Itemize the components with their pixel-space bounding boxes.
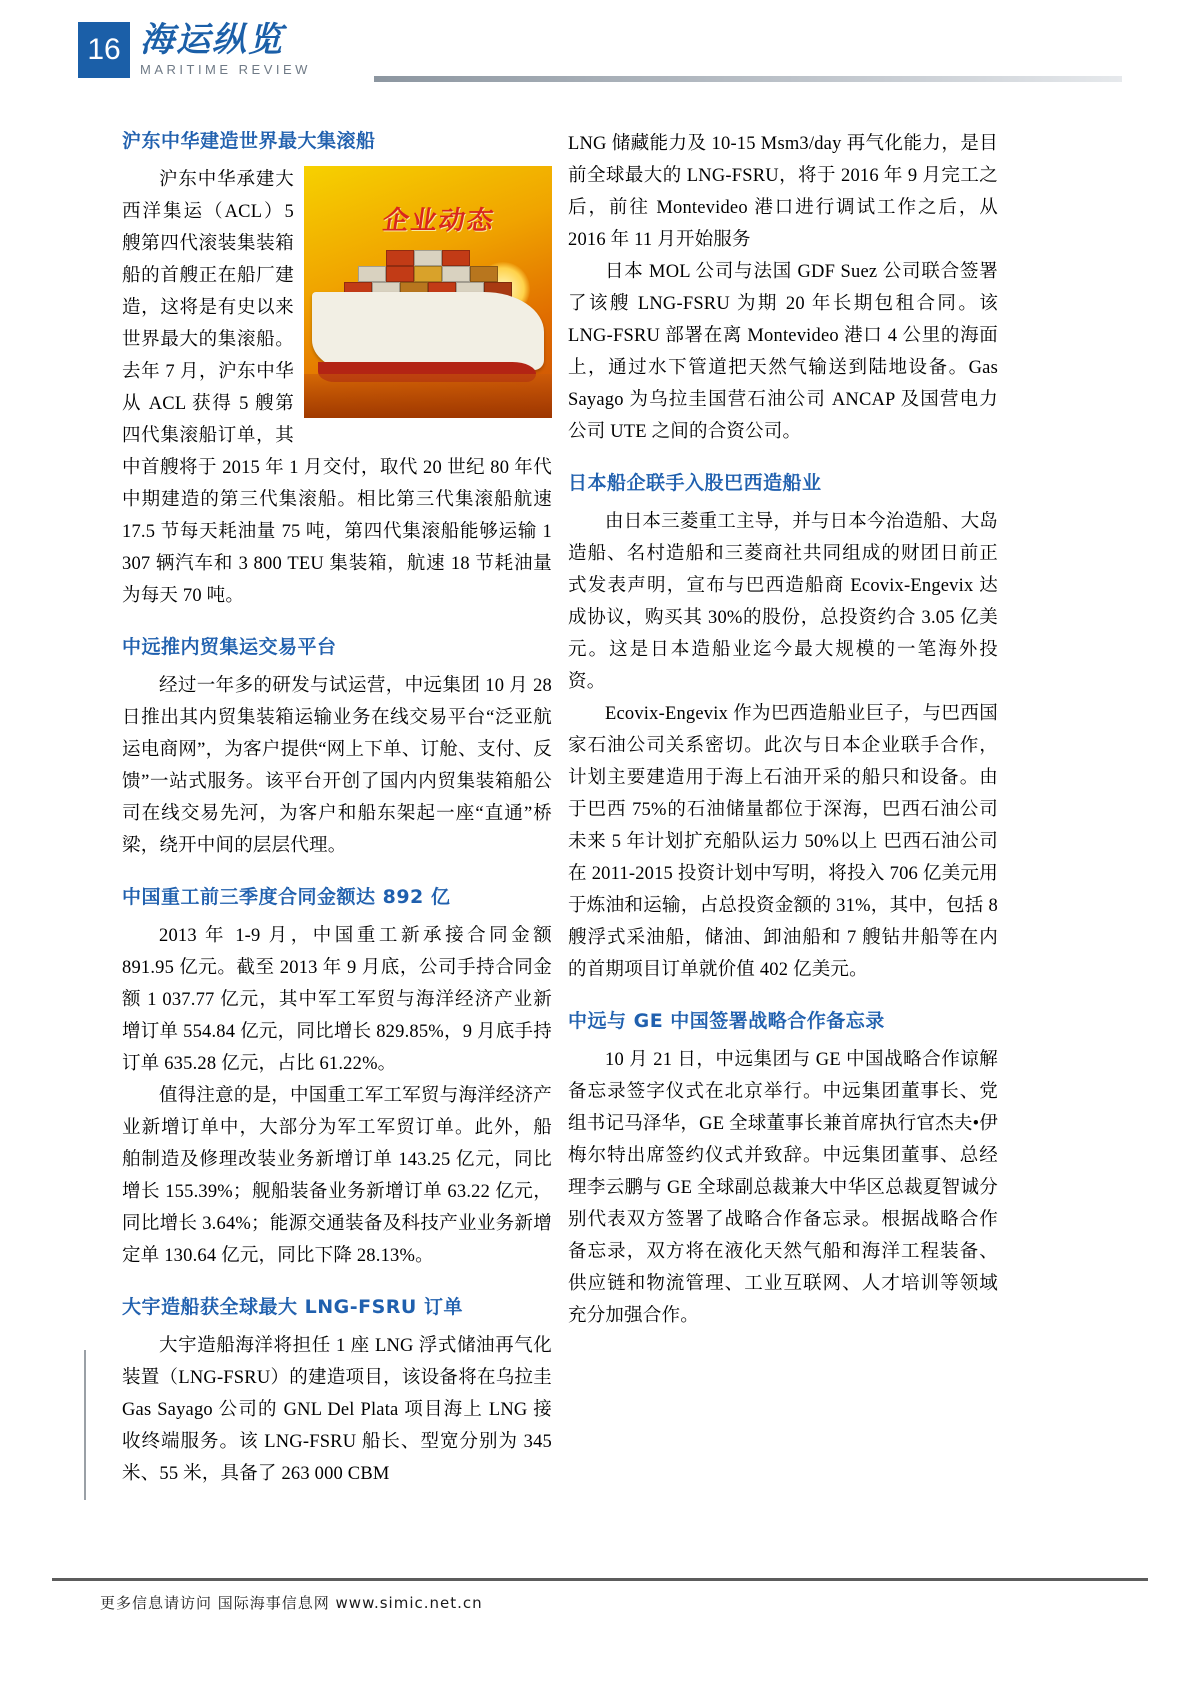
container-ship-photo [304, 166, 552, 418]
article-heading-5: 日本船企联手入股巴西造船业 [568, 472, 822, 494]
container-stack [344, 250, 520, 298]
article-paragraph: 大宇造船海洋将担任 1 座 LNG 浮式储油再气化装置（LNG-FSRU）的建造项目，该设备将在乌拉圭 Gas Sayago 公司的 GNL Del Plata 项目海上 LNG 接收终端服务。该 LNG-FSRU 船长、型宽分别为 345 米、55 米，具备了 263 000 CBM [122, 1336, 552, 1484]
footer-note: 更多信息请访问 国际海事信息网 www.simic.net.cn [100, 1594, 483, 1612]
left-column [122, 128, 552, 1490]
sea-surface [304, 374, 552, 418]
photo-caption-stamp: 企业动态 [380, 206, 497, 236]
article-paragraph-continued: LNG 储藏能力及 10-15 Msm3/day 再气化能力，是目前全球最大的 LNG-FSRU，将于 2016 年 9 月完工之后，前往 Montevideo 港口进行调试工作之后，从 2016 年 11 月开始服务 [568, 134, 998, 250]
article-heading-3: 中国重工前三季度合同金额达 892 亿 [122, 886, 451, 908]
header-divider [374, 76, 1122, 82]
article-paragraph: 日本 MOL 公司与法国 GDF Suez 公司联合签署了该艘 LNG-FSRU 为期 20 年长期包租合同。该 LNG-FSRU 部署在离 Montevideo 港口 4 公里的海面上，通过水下管道把天然气输送到陆地设备。Gas Sayago 为乌拉圭国营石油公司 ANCAP 及国营电力公司 UTE 之间的合资公司。 [568, 262, 998, 442]
ship-hull [312, 292, 544, 370]
article-heading-1: 沪东中华建造世界最大集滚船 [122, 130, 376, 152]
article-paragraph: 2013 年 1-9 月，中国重工新承接合同金额 891.95 亿元。截至 2013 年 9 月底，公司手持合同金额 1 037.77 亿元，其中军工军贸与海洋经济产业新增订单 554.84 亿元，同比增长 829.85%，9 月底手持订单 635.28 亿元，占比 61.22%。 [122, 926, 552, 1074]
masthead-title-cn: 海运纵览 [140, 20, 284, 60]
article-heading-2: 中远推内贸集运交易平台 [122, 636, 337, 658]
article-paragraph: 值得注意的是，中国重工军工军贸与海洋经济产业新增订单中，大部分为军工军贸订单。此外，船舶制造及修理改装业务新增订单 143.25 亿元，同比增长 155.39%；舰船装备业务新增订单 63.22 亿元，同比增长 3.64%；能源交通装备及科技产业业务新增定单 130.64 亿元，同比下降 28.13%。 [122, 1086, 552, 1266]
article-paragraph: Ecovix-Engevix 作为巴西造船业巨子，与巴西国家石油公司关系密切。此次与日本企业联手合作，计划主要建造用于海上石油开采的船只和设备。由于巴西 75%的石油储量都位于深海，巴西石油公司未来 5 年计划扩充船队运力 50%以上 巴西石油公司在 2011-2015 投资计划中写明，将投入 706 亿美元用于炼油和运输，占总投资金额的 31%，其中，包括 8 艘浮式采油船，储油、卸油船和 7 艘钻井船等在内的首期项目订单就价值 402 亿美元。 [568, 704, 998, 980]
masthead [140, 20, 370, 77]
article-heading-4: 大宇造船获全球最大 LNG-FSRU 订单 [122, 1296, 463, 1318]
masthead-title-en: MARITIME REVIEW [140, 62, 311, 77]
right-column [568, 128, 998, 1332]
article-heading-6: 中远与 GE 中国签署战略合作备忘录 [568, 1010, 885, 1032]
footer-divider [52, 1578, 1148, 1581]
article-paragraph: 经过一年多的研发与试运营，中远集团 10 月 28 日推出其内贸集装箱运输业务在线交易平台“泛亚航运电商网”，为客户提供“网上下单、订舱、支付、反馈”一站式服务。该平台开创了国内内贸集装箱船公司在线交易先河，为客户和船东架起一座“直通”桥梁，绕开中间的层层代理。 [122, 676, 552, 856]
page-header [78, 22, 1122, 88]
article-paragraph: 由日本三菱重工主导，并与日本今治造船、大岛造船、名村造船和三菱商社共同组成的财团日前正式发表声明，宣布与巴西造船商 Ecovix-Engevix 达成协议，购买其 30%的股份，总投资约合 3.05 亿美元。这是日本造船业迄今最大规模的一笔海外投资。 [568, 512, 998, 692]
spine-mark [84, 1350, 86, 1500]
page-number: 16 [78, 22, 130, 78]
article-paragraph: 10 月 21 日，中远集团与 GE 中国战略合作谅解备忘录签字仪式在北京举行。中远集团董事长、党组书记马泽华，GE 全球董事长兼首席执行官杰夫•伊梅尔特出席签约仪式并致辞。中远集团董事、总经理李云鹏与 GE 全球副总裁兼大中华区总裁夏智诚分别代表双方签署了战略合作备忘录。根据战略合作备忘录，双方将在液化天然气船和海洋工程装备、供应链和物流管理、工业互联网、人才培训等领域充分加强合作。 [568, 1050, 998, 1326]
article-paragraph: 沪东中华承建大西洋集运（ACL）5 艘第四代滚装集装箱船的首艘正在船厂建造，这将是有史以来世界最大的集滚船。去年 7 月，沪东中华从 ACL 获得 5 艘第四代集滚船订单，其中首艘将于 2015 年 1 月交付，取代 20 世纪 80 年代中期建造的第三代集滚船。相比第三代集滚船航速 17.5 节每天耗油量 75 吨，第四代集滚船能够运输 1 307 辆汽车和 3 800 TEU 集装箱，航速 18 节耗油量为每天 70 吨。 [122, 170, 552, 606]
